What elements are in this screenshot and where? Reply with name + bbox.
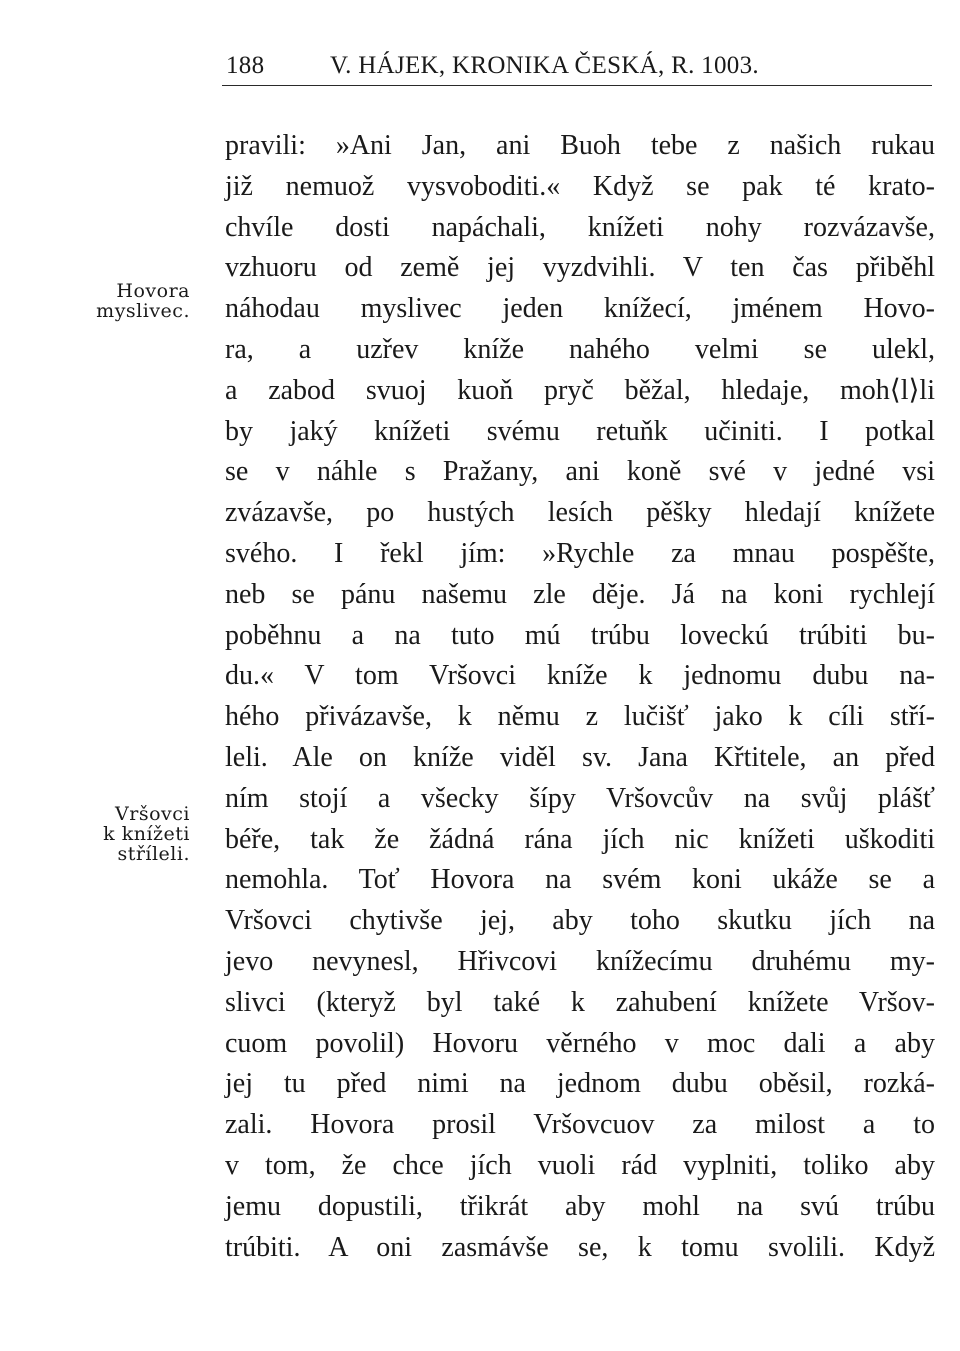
text-line: vzhuoru od země jej vyzdvihli. V ten čas přiběhl xyxy=(225,252,935,284)
text-line: náhodau myslivec jeden knížecí, jménem Hovo- xyxy=(225,293,935,325)
text-line: du.« V tom Vršovci kníže k jednomu dubu na- xyxy=(225,660,935,692)
running-head xyxy=(220,46,930,86)
margin-note-line: stříleli. xyxy=(117,843,190,865)
text-line: ra, a uzřev kníže nahého velmi se ulekl, xyxy=(225,333,935,365)
text-line: již nemuož vysvoboditi.« Když se pak té krato- xyxy=(225,170,935,202)
text-line: nemohla. Toť Hovora na svém koni ukáže se a xyxy=(225,864,935,896)
text-line: jevo nevynesl, Hřivcovi knížecímu druhému my- xyxy=(225,945,935,977)
margin-note-line: Hovora xyxy=(116,280,190,302)
text-line: leli. Ale on kníže viděl sv. Jana Křtitele, an před xyxy=(225,741,935,773)
text-line: pravili: »Ani Jan, ani Buoh tebe z našich rukau xyxy=(225,130,935,161)
header-rule xyxy=(222,85,932,86)
header-title: V. HÁJEK, KRONIKA ČESKÁ, R. 1003. xyxy=(330,52,759,79)
text-line: by jaký knížeti svému retuňk učiniti. I potkal xyxy=(225,415,935,447)
text-line: v tom, že chce jích vuoli rád vyplniti, toliko aby xyxy=(225,1149,935,1181)
text-line: neb se pánu našemu zle děje. Já na koni rychlejí xyxy=(225,578,935,610)
text-line: cuom povolil) Hovoru věrného v moc dali a aby xyxy=(225,1027,935,1059)
margin-note-line: Vršovci xyxy=(115,803,190,825)
text-line: poběhnu a na tuto mú trúbu loveckú trúbiti bu- xyxy=(225,619,935,651)
page-number: 188 xyxy=(226,52,265,79)
text-line: chvíle dosti napáchali, knížeti nohy rozvázavše, xyxy=(225,211,935,243)
text-line: Vršovci chytivše jej, aby toho skutku jích na xyxy=(225,905,935,937)
text-line: béře, tak že žádná rána jích nic knížeti uškoditi xyxy=(225,823,935,855)
margin-note-vrsovci xyxy=(103,804,190,864)
margin-note-line: k knížeti xyxy=(103,823,190,845)
text-line: jej tu před nimi na jednom dubu oběsil, rozká- xyxy=(225,1068,935,1100)
text-line: hého přivázavše, k němu z lučišť jako k cíli stří- xyxy=(225,701,935,733)
text-line: slivci (kteryž byl také k zahubení knížete Vršov- xyxy=(225,986,935,1018)
text-line: se v náhle s Pražany, ani koně své v jedné vsi xyxy=(225,456,935,488)
text-line: a zabod svuoj kuoň pryč běžal, hledaje, moh⟨l⟩li xyxy=(225,374,935,406)
text-line: jemu dopustili, třikrát aby mohl na svú trúbu xyxy=(225,1190,935,1222)
text-line: zali. Hovora prosil Vršovcuov za milost a to xyxy=(225,1109,935,1141)
text-line: zvázavše, po hustých lesích pěšky hledají knížete xyxy=(225,497,935,529)
body-text xyxy=(225,126,935,1268)
margin-note-hovora xyxy=(96,281,190,321)
text-line: svého. I řekl jím: »Rychle za mnau pospěšte, xyxy=(225,537,935,569)
text-line: trúbiti. A oni zasmávše se, k tomu svolili. Když xyxy=(225,1231,935,1263)
text-line: ním stojí a všecky šípy Vršovcův na svůj plášť xyxy=(225,782,935,814)
margin-note-line: myslivec. xyxy=(96,300,190,322)
